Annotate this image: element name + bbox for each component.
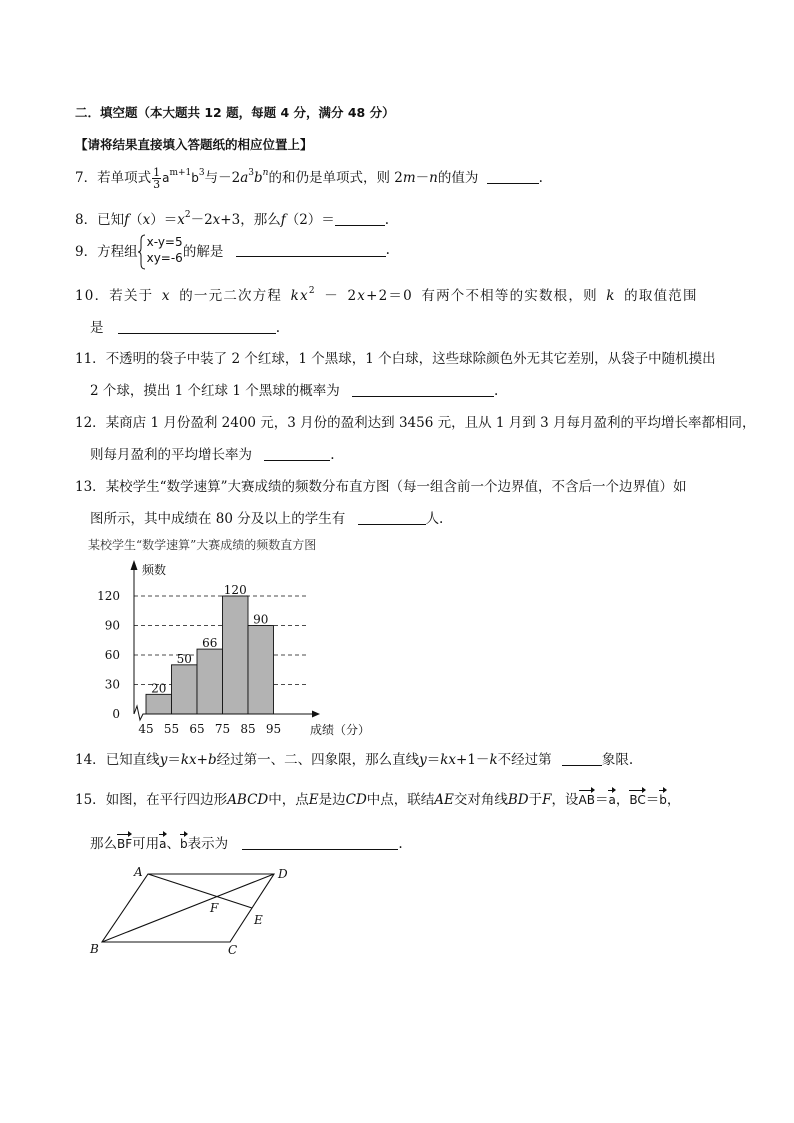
equation-system xyxy=(138,234,183,266)
histogram-bar xyxy=(248,626,274,715)
q15-text: ＝ xyxy=(594,792,609,808)
var-m: m xyxy=(402,170,416,186)
var-x: x xyxy=(161,288,171,304)
var-k: k xyxy=(606,288,616,304)
q7-text: 的值为 xyxy=(437,170,479,186)
q8-text: －2 xyxy=(190,212,213,228)
question-11 xyxy=(75,347,716,367)
exp: 2 xyxy=(184,210,191,220)
vector-b: b xyxy=(180,837,188,851)
answer-blank-8[interactable] xyxy=(335,212,385,226)
q10-text: 的取值范围 xyxy=(624,288,698,304)
q10-text: － 2 xyxy=(324,288,358,304)
q9-text: 方程组 xyxy=(97,244,138,260)
y-axis-arrow-icon xyxy=(131,560,138,570)
label-b: B xyxy=(90,942,99,956)
q8-text: 已知 xyxy=(97,212,125,228)
var-b: b xyxy=(207,752,217,768)
q15-text: 那么 xyxy=(90,836,117,852)
data-label: 66 xyxy=(202,636,218,651)
x-axis-label: 成绩（分） xyxy=(310,723,371,737)
q14-text: 不经过第 xyxy=(497,752,552,768)
x-tick-label: 75 xyxy=(214,722,231,736)
exp-b: 3 xyxy=(198,168,205,178)
var-e: E xyxy=(308,792,319,808)
var-f: F xyxy=(542,792,552,808)
var-k: k xyxy=(489,752,498,768)
q11-text: 不透明的袋子中装了 2 个红球，1 个黑球，1 个白球，这些球除颜色外无其它差别，从袋子中随机摸出 xyxy=(105,351,716,367)
q15-text: ， xyxy=(615,792,630,808)
chart-title: 某校学生“数学速算”大赛成绩的频数直方图 xyxy=(88,538,317,552)
q13-text: 图所示，其中成绩在 80 分及以上的学生有 xyxy=(90,511,346,527)
q15-end: . xyxy=(398,836,403,852)
label-c: C xyxy=(228,943,238,957)
question-number: 15． xyxy=(75,792,106,808)
label-d: D xyxy=(278,867,288,881)
question-12-line2 xyxy=(90,443,335,463)
q11-end: . xyxy=(494,383,499,399)
var-a: a xyxy=(240,170,249,186)
q7-end: . xyxy=(538,170,543,186)
q15-text: 表示为 xyxy=(187,836,229,852)
var-x: x xyxy=(300,288,309,304)
label-f: F xyxy=(210,901,219,915)
q15-text: 可用 xyxy=(132,836,160,852)
vector-bc: BC xyxy=(629,793,646,807)
question-number: 12． xyxy=(75,415,106,431)
q13-end: 人. xyxy=(425,511,444,527)
answer-blank-9[interactable] xyxy=(236,243,386,257)
equation-1: x-y=5 xyxy=(146,235,183,249)
q15-text: ＝ xyxy=(645,792,660,808)
q14-text: 经过第一、二、四象限，那么直线 xyxy=(216,752,420,768)
question-9 xyxy=(75,234,390,266)
histogram-bar xyxy=(146,694,172,714)
var-x: x xyxy=(142,212,151,228)
section-title: 二．填空题（本大题共 12 题，每题 4 分，满分 48 分） xyxy=(75,105,395,120)
var-abcd: ABCD xyxy=(227,792,269,808)
y-tick-label: 120 xyxy=(97,589,120,603)
question-15-line2 xyxy=(90,832,403,852)
fraction-numerator: 1 xyxy=(153,166,161,179)
q14-text: ＝ xyxy=(426,752,441,768)
var-a: a xyxy=(162,171,170,185)
question-number: 7． xyxy=(75,170,98,186)
question-14 xyxy=(75,748,633,768)
q14-text: ＝ xyxy=(167,752,181,768)
x-tick-label: 65 xyxy=(189,722,205,736)
answer-blank-7[interactable] xyxy=(487,170,539,184)
data-label: 120 xyxy=(223,583,247,597)
exp: 2 xyxy=(308,286,316,296)
answer-blank-10[interactable] xyxy=(118,320,276,334)
exp-n: n xyxy=(262,168,269,178)
vector-a: a xyxy=(608,793,616,807)
var-cd: CD xyxy=(345,792,367,808)
fraction-denominator: 3 xyxy=(153,178,161,191)
q12-text: 某商店 1 月份盈利 2400 元，3 月份的盈利达到 3456 元，且从 1 月到 3 月每月盈利的平均增长率都相同， xyxy=(105,415,756,431)
vector-bf: BF xyxy=(117,837,133,851)
var-y: y xyxy=(159,752,168,768)
q10-text: +2＝0 有两个不相等的实数根，则 xyxy=(366,288,598,304)
q13-text: 某校学生“数学速算”大赛成绩的频数分布直方图（每一组含前一个边界值，不含后一个边界值）如 xyxy=(105,479,687,495)
answer-blank-14[interactable] xyxy=(562,752,602,766)
q10-text: 的一元二次方程 xyxy=(179,288,283,304)
q10-end: . xyxy=(275,320,281,336)
q8-end: . xyxy=(384,212,390,228)
var-k: k xyxy=(290,288,301,304)
exp: 3 xyxy=(248,168,255,178)
x-tick-label: 55 xyxy=(163,722,180,736)
data-label: 50 xyxy=(176,651,192,666)
q15-text: 中点，联结 xyxy=(366,792,435,808)
parallelogram-figure xyxy=(88,862,308,962)
question-7 xyxy=(75,166,543,190)
question-number: 13． xyxy=(75,479,106,495)
q7-text: 与－2 xyxy=(204,170,241,186)
q12-end: . xyxy=(330,447,335,463)
question-13 xyxy=(75,475,687,495)
q11-text: 2 个球，摸出 1 个红球 1 个黑球的概率为 xyxy=(90,383,340,399)
q14-text: 已知直线 xyxy=(105,752,160,768)
var-y: y xyxy=(419,752,427,768)
answer-blank-13[interactable] xyxy=(358,511,426,525)
section-instruction: 【请将结果直接填入答题纸的相应位置上】 xyxy=(75,137,313,152)
answer-blank-12[interactable] xyxy=(264,447,330,461)
brace-icon xyxy=(138,234,146,270)
question-8 xyxy=(75,208,389,228)
q8-text: +3，那么 xyxy=(220,212,281,228)
var-ae: AE xyxy=(434,792,454,808)
q14-end: 象限. xyxy=(601,752,634,768)
data-label: 90 xyxy=(253,612,269,627)
question-11-line2 xyxy=(90,379,498,399)
var-b: b xyxy=(254,170,263,186)
var-b: b xyxy=(191,171,199,185)
fraction xyxy=(152,167,161,190)
q8-text: ）＝ xyxy=(150,212,178,228)
question-number: 9． xyxy=(75,244,98,260)
y-tick-label: 0 xyxy=(112,707,120,721)
question-number: 11． xyxy=(75,351,106,367)
var-bd: BD xyxy=(507,792,529,808)
histogram-chart xyxy=(88,556,378,738)
q8-text: （ xyxy=(129,212,143,228)
q9-text: 的解是 xyxy=(182,244,224,260)
x-tick-label: 95 xyxy=(265,722,282,736)
q15-text: 是边 xyxy=(318,792,346,808)
y-tick-label: 90 xyxy=(104,618,120,633)
question-13-line2 xyxy=(90,507,443,527)
diagonal-bd xyxy=(102,874,274,942)
label-a: A xyxy=(134,865,143,879)
q15-text: 交对角线 xyxy=(453,792,508,808)
q15-text: 中，点 xyxy=(268,792,309,808)
vector-b: b xyxy=(659,793,667,807)
q10-text: 是 xyxy=(90,320,104,336)
question-number: 14． xyxy=(75,752,106,768)
y-tick-label: 60 xyxy=(104,648,120,662)
vector-a: a xyxy=(159,837,167,851)
q10-text: 若关于 xyxy=(109,288,154,304)
q15-text: 如图，在平行四边形 xyxy=(105,792,228,808)
vector-ab: AB xyxy=(578,793,595,807)
question-12 xyxy=(75,411,755,431)
q7-text: 的和仍是单项式，则 2 xyxy=(268,170,403,186)
var-n: n xyxy=(429,170,438,186)
var-kx: kx xyxy=(180,752,197,768)
question-number: 10． xyxy=(75,288,110,304)
x-axis-arrow-icon xyxy=(312,711,320,718)
question-number: 8． xyxy=(75,212,98,228)
question-10-line2 xyxy=(90,316,280,336)
y-axis-label: 频数 xyxy=(142,563,167,577)
q15-text: 、 xyxy=(166,836,180,852)
q15-text: 于 xyxy=(528,792,543,808)
answer-blank-15[interactable] xyxy=(242,836,398,850)
var-kx: kx xyxy=(440,752,457,768)
var-f: f xyxy=(124,212,130,228)
x-tick-label: 45 xyxy=(138,722,154,736)
label-e: E xyxy=(254,913,263,927)
q14-text: + xyxy=(196,752,208,768)
question-15 xyxy=(75,788,680,808)
histogram-bar xyxy=(197,649,223,714)
var-x: x xyxy=(177,212,185,228)
q15-text: ， xyxy=(666,792,681,808)
question-10 xyxy=(75,284,698,304)
answer-blank-11[interactable] xyxy=(352,383,494,397)
q7-text: － xyxy=(415,170,430,186)
q15-text: ，设 xyxy=(551,792,579,808)
q14-text: +1－ xyxy=(456,752,490,768)
q8-text: （2）＝ xyxy=(285,212,335,228)
q12-text: 则每月盈利的平均增长率为 xyxy=(90,447,252,463)
q9-end: . xyxy=(385,242,390,258)
y-tick-label: 30 xyxy=(104,677,120,692)
data-label: 20 xyxy=(151,681,167,696)
histogram-bar xyxy=(223,596,249,714)
var-x: x xyxy=(212,212,221,228)
x-tick-label: 85 xyxy=(240,722,256,736)
var-x: x xyxy=(357,288,367,304)
equation-2: xy=-6 xyxy=(146,251,183,265)
histogram-bar xyxy=(172,665,198,714)
exp-a: m+1 xyxy=(169,168,192,178)
var-f: f xyxy=(280,212,286,228)
q7-text: 若单项式 xyxy=(97,170,152,186)
